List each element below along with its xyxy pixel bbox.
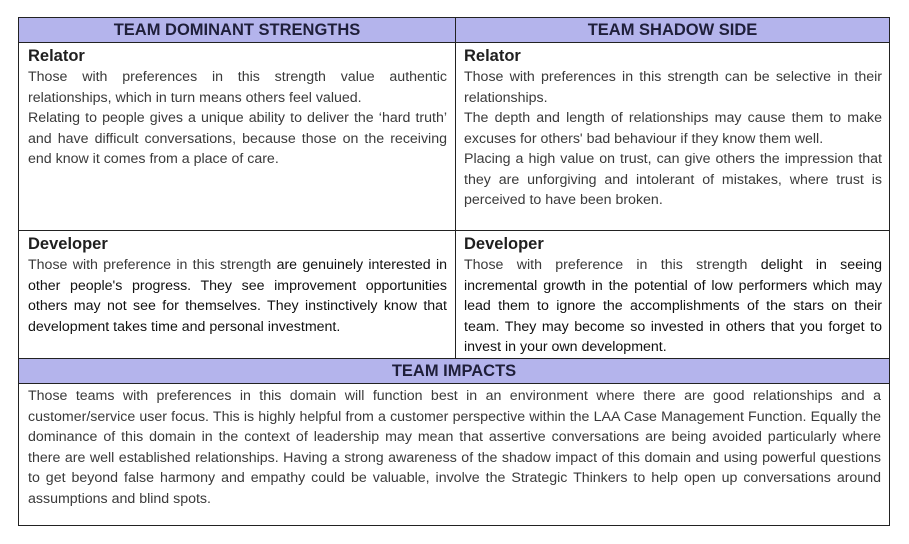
cell-strengths-developer	[28, 233, 447, 337]
header-shadow-label: TEAM SHADOW SIDE	[587, 21, 758, 39]
strengths-developer-title: Developer	[28, 235, 108, 253]
shadow-developer-p1-lead: Those with preference in this strength	[464, 257, 761, 273]
header-strengths	[19, 18, 455, 43]
strengths-developer-p1-lead: Those with preference in this strength	[28, 257, 277, 273]
strengths-relator-p2: Relating to people gives a unique ability to deliver the ‘hard truth’ and have difficult conversations, because those on the receiving end know it comes from a place of care.	[28, 110, 447, 167]
impacts-text: Those teams with preferences in this domain will function best in an environment where there are good relationships and a customer/service user focus. This is highly helpful from a customer perspective within the LAA Case Management Function. Equally the dominance of this domain in the context of leadership may mean that assertive conversations are being avoided particularly where there are well established relationships. Having a strong awareness of the shadow impact of this domain and using powerful questions to get beyond false harmony and empathy could be valuable, involve the Strategic Thinkers to help open up conversations around assumptions and blind spots.	[28, 388, 881, 507]
header-shadow	[456, 18, 889, 43]
cell-shadow-relator	[464, 45, 882, 211]
column-divider	[455, 18, 456, 358]
strengths-developer-p1-body: are genuinely interested in other people's progress. They see improvement opportunities others may not see for themselves. They instinctively know that development takes time and personal investment.	[28, 257, 447, 335]
strengths-table	[18, 17, 890, 526]
row-divider	[19, 230, 889, 231]
shadow-relator-p1: Those with preferences in this strength can be selective in their relationships.	[464, 69, 882, 106]
shadow-developer-title: Developer	[464, 235, 544, 253]
cell-impacts	[28, 386, 881, 509]
shadow-relator-title: Relator	[464, 47, 521, 65]
header-impacts-label: TEAM IMPACTS	[391, 362, 517, 380]
header-strengths-label: TEAM DOMINANT STRENGTHS	[113, 21, 361, 39]
header-impacts	[19, 358, 889, 384]
shadow-developer-p1	[464, 255, 882, 358]
shadow-relator-p3: Placing a high value on trust, can give others the impression that they are unforgiving and intolerant of mistakes, where trust is perceived to have been broken.	[464, 151, 882, 208]
strengths-developer-p1	[28, 255, 447, 337]
shadow-relator-p2: The depth and length of relationships may cause them to make excuses for others' bad behaviour if they know them well.	[464, 110, 882, 147]
strengths-relator-p1: Those with preferences in this strength value authentic relationships, which in turn means others feel valued.	[28, 69, 447, 106]
shadow-developer-p1-body: delight in seeing incremental growth in the potential of low performers which may lead them to ignore the accomplishments of the stars on their team. They may become so invested in others that you forget to invest in your own development.	[464, 257, 882, 355]
cell-shadow-developer	[464, 233, 882, 358]
cell-strengths-relator	[28, 45, 447, 170]
strengths-relator-title: Relator	[28, 47, 85, 65]
